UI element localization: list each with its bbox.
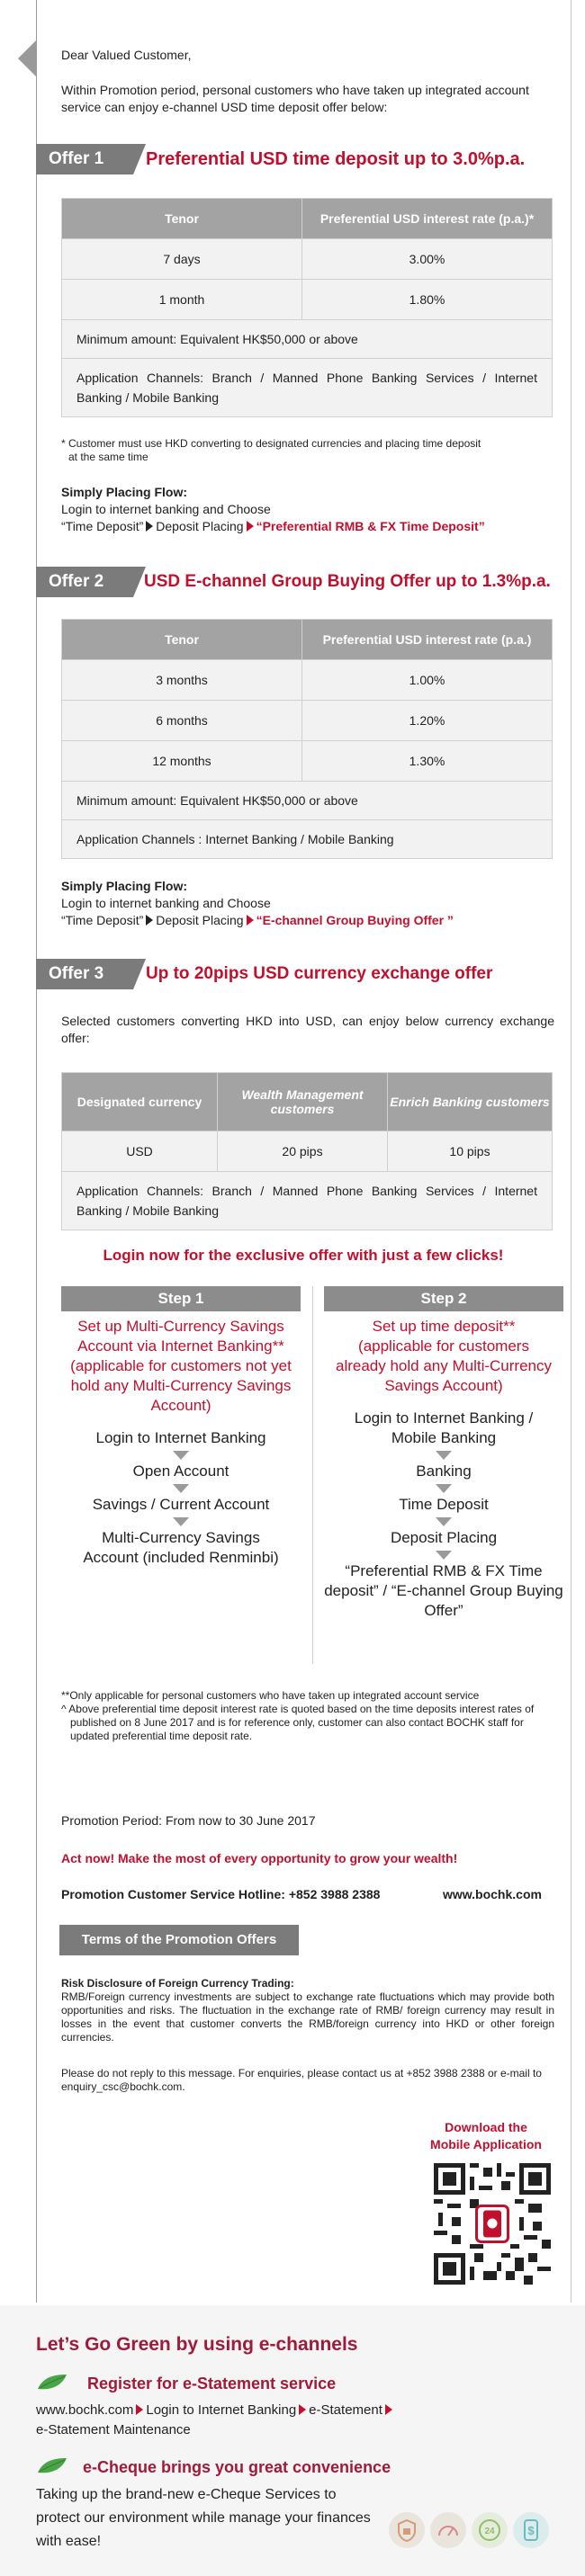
step2-column [324,1286,563,1621]
offer1-min-amount: Minimum amount: Equivalent HK$50,000 or above [62,320,553,359]
footnotes [61,1689,565,1743]
offer2-channels: Application Channels : Internet Banking / Mobile Banking [62,820,553,859]
step2-desc: Set up time deposit** (applicable for customers already hold any Multi-Currency Savings Account) [336,1318,552,1394]
offer3-intro: Selected customers converting HKD into USD, can enjoy below currency exchange offer: [61,1014,554,1045]
offer3-col-currency: Designated currency [62,1073,218,1131]
hotline-row [61,1887,565,1901]
flow-title: Simply Placing Flow: [61,879,188,893]
risk-disclosure [61,1977,554,2044]
download-label[interactable] [414,2119,558,2153]
no-reply-note: Please do not reply to this message. For enquiries, please contact us at +852 3988 2388 or e-mail to enquiry_csc@bochk.com. [61,2067,542,2093]
offer1-note [61,437,565,464]
table-row [62,701,553,741]
tenor-cell: 3 months [62,660,302,701]
step1-column [61,1286,301,1568]
step-item: Deposit Placing [390,1529,498,1546]
leaf-icon [36,2373,72,2393]
path-step: Login to Internet Banking [146,2402,297,2418]
act-now: Act now! Make the most of every opportunity to grow your wealth! [61,1851,458,1865]
green-title: Let’s Go Green by using e-channels [36,2334,358,2355]
arrow-right-icon [247,521,254,532]
step-item: Time Deposit [399,1496,489,1513]
left-border [36,0,37,2303]
offer3-col-wealth: Wealth Management customers [218,1073,388,1131]
arrow-down-icon [436,1484,452,1493]
offer2-table-wrap [61,619,553,859]
flow-path [61,912,565,929]
offer1-flow [61,484,565,535]
flow-step-highlight: “E-channel Group Buying Offer ” [256,913,454,927]
offer1-channels: Application Channels: Branch / Manned Phone Banking Services / Internet Banking / Mobile Banking [62,359,553,417]
step-item: Savings / Current Account [92,1496,270,1513]
tenor-cell: 1 month [62,280,302,320]
download-line: Download the [445,2120,527,2134]
offer2-tag: Offer 2 [36,567,133,597]
flow-step: “Time Deposit” [61,913,144,927]
offer2-col-rate: Preferential USD interest rate (p.a.) [302,620,553,660]
offer3-header [36,959,571,989]
hotline: Promotion Customer Service Hotline: +852 3988 2388 [61,1887,381,1901]
arrow-down-icon [436,1517,452,1526]
security-icon [389,2512,425,2548]
path-step: e-Statement [309,2402,382,2418]
go-green-section [0,2305,585,2576]
table-row [62,239,553,280]
step1-desc: Set up Multi-Currency Savings Account via Internet Banking** (applicable for customers not yet hold any Multi-Currency Savings Account) [70,1318,292,1414]
arrow-right-icon [136,2404,143,2415]
rate-cell: 1.80% [302,280,553,320]
offer2-header [36,567,571,597]
tenor-cell: 12 months [62,741,302,782]
step-divider [312,1286,313,1664]
greeting: Dear Valued Customer, [61,48,192,62]
offer1-title: Preferential USD time deposit up to 3.0%p.a. [146,149,526,169]
rate-cell: 1.00% [302,660,553,701]
step-item: Banking [416,1462,472,1480]
offer2-table [61,619,553,859]
flow-title: Simply Placing Flow: [61,485,188,499]
footnote: ^ Above preferential time deposit interest rate is quoted based on the time deposits interest rates of published on 8 June 2017 and is for reference only, customer can also contact BOCHK staff for updated preferential time deposit rate. [61,1703,535,1742]
arrow-right-icon [299,2404,306,2415]
offer3-channels: Application Channels: Branch / Manned Phone Banking Services / Internet Banking / Mobile Banking [62,1172,553,1230]
arrow-down-icon [173,1484,189,1493]
24-hour-icon [472,2512,508,2548]
offer3-tag: Offer 3 [36,959,133,989]
offer2-title: USD E-channel Group Buying Offer up to 1.3%p.a. [144,572,551,591]
estatement-title[interactable]: Register for e-Statement service [87,2375,337,2393]
download-line: Mobile Application [430,2137,542,2151]
flow-step-highlight: “Preferential RMB & FX Time Deposit” [256,519,485,533]
offer3-title: Up to 20pips USD currency exchange offer [146,964,493,983]
step-item: Login to Internet Banking [95,1429,266,1446]
intro-text: Within Promotion period, personal customers who have taken up integrated account service can enjoy e-channel USD time deposit offer below: [61,83,529,114]
offer1-table-wrap [61,198,553,417]
step-item: Multi-Currency Savings Account (included Renminbi) [83,1529,279,1566]
table-row [62,280,553,320]
table-row [62,741,553,782]
flow-step: “Time Deposit” [61,519,144,533]
flow-path [61,518,565,535]
footnote: **Only applicable for personal customers who have taken up integrated account service [61,1689,480,1702]
rate-cell: 3.00% [302,239,553,280]
echeque-body: Taking up the brand-new e-Cheque Services to protect our environment while manage your finances with ease! [36,2487,371,2549]
echeque-title[interactable]: e-Cheque brings you great convenience [83,2458,392,2476]
login-cta[interactable]: Login now for the exclusive offer with just a few clicks! [103,1247,504,1264]
path-step[interactable]: www.bochk.com [36,2402,134,2418]
offer2-min-amount: Minimum amount: Equivalent HK$50,000 or above [62,782,553,820]
path-step: e-Statement Maintenance [36,2422,191,2437]
arrow-right-icon [247,915,254,926]
arrow-down-icon [173,1517,189,1526]
table-row [62,660,553,701]
rate-cell: 1.30% [302,741,553,782]
offer1-table [61,198,553,417]
offer1-col-tenor: Tenor [62,199,302,239]
flow-line: Login to internet banking and Choose [61,502,271,516]
offer3-table-wrap [61,1072,553,1230]
risk-body: RMB/Foreign currency investments are subject to exchange rate fluctuations which may provide both opportunities and risks. The fluctuation in the exchange rate of RMB/ foreign currency may result in losses in the event that customer converts the RMB/foreign currency into HKD or other foreign currencies. [61,1990,554,2044]
arrow-down-icon [436,1451,452,1460]
flow-step: Deposit Placing [156,519,244,533]
pointer-triangle [18,40,36,76]
arrow-right-icon [146,915,153,926]
svg-text:24: 24 [484,2527,495,2536]
note-line: * Customer must use HKD converting to designated currencies and placing time deposit [61,437,482,450]
flow-line: Login to internet banking and Choose [61,896,271,910]
pips-cell: 20 pips [218,1131,388,1172]
flow-step: Deposit Placing [156,913,244,927]
terms-button[interactable]: Terms of the Promotion Offers [59,1925,299,1955]
offer2-col-tenor: Tenor [62,620,302,660]
step1-head: Step 1 [61,1286,301,1311]
speed-icon [430,2512,466,2548]
arrow-down-icon [436,1551,452,1560]
risk-title: Risk Disclosure of Foreign Currency Trading: [61,1977,294,1990]
promo-period: Promotion Period: From now to 30 June 2017 [61,1813,316,1828]
note-line: at the same time [68,451,148,463]
table-row [62,1131,553,1172]
website-link[interactable]: www.bochk.com [443,1887,542,1901]
currency-cell: USD [62,1131,218,1172]
svg-text:$: $ [527,2524,535,2537]
offer1-header [36,144,571,174]
arrow-right-icon [146,521,153,532]
offer1-col-rate: Preferential USD interest rate (p.a.)* [302,199,553,239]
offer1-tag: Offer 1 [36,144,133,174]
step2-head: Step 2 [324,1286,563,1311]
offer3-table [61,1072,553,1230]
rate-cell: 1.20% [302,701,553,741]
right-border [571,0,572,2303]
arrow-down-icon [173,1451,189,1460]
step-item: “Preferential RMB & FX Time deposit” / “E-channel Group Buying Offer” [324,1562,563,1619]
offer3-col-enrich: Enrich Banking customers [388,1073,553,1131]
offer2-flow [61,878,565,929]
leaf-icon [36,2456,72,2476]
dollar-icon [513,2512,549,2548]
tenor-cell: 6 months [62,701,302,741]
step-item: Open Account [132,1462,230,1480]
arrow-right-icon [385,2404,392,2415]
estatement-path [36,2401,540,2440]
qr-code-icon[interactable] [434,2163,551,2285]
step-item: Login to Internet Banking / Mobile Banking [354,1409,534,1446]
pips-cell: 10 pips [388,1131,553,1172]
tenor-cell: 7 days [62,239,302,280]
